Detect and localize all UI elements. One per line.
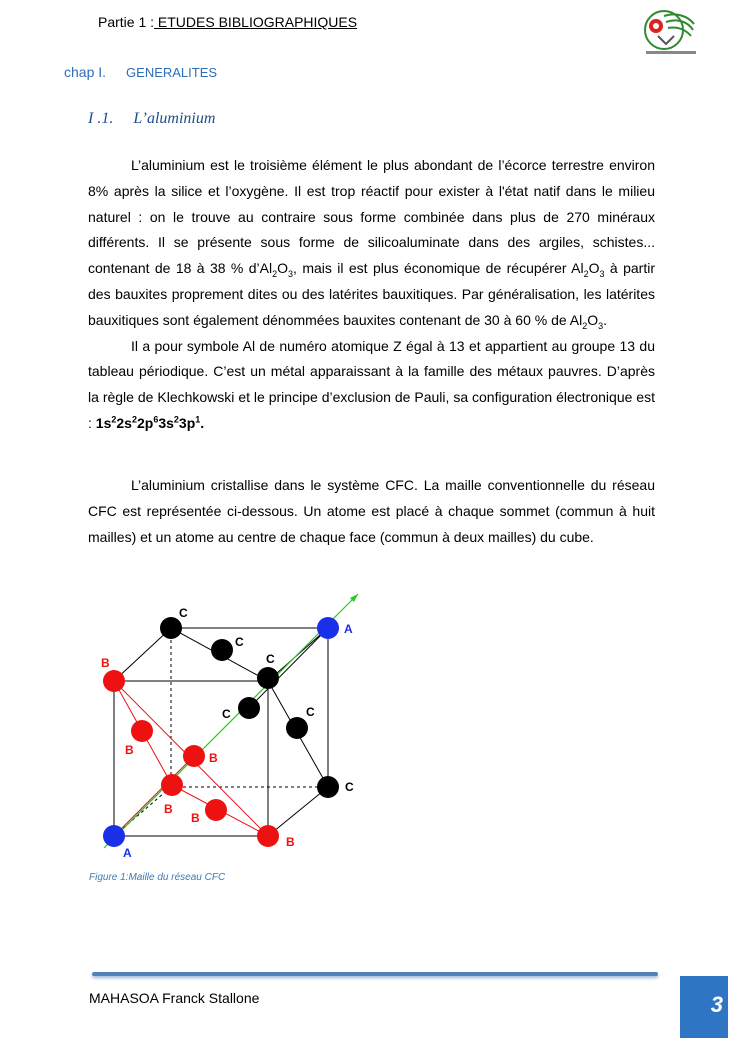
chapter-title: GENERALITES [126, 65, 218, 80]
label-b: B [101, 656, 110, 670]
label-c: C [266, 652, 275, 666]
chapter-heading [64, 64, 217, 80]
section-title: L’aluminium [133, 110, 216, 127]
atom-b [161, 774, 183, 796]
label-b: B [209, 751, 218, 765]
paragraph-2: Il a pour symbole Al de numéro atomique Z égal à 13 et appartient au groupe 13 du tableau périodique. C’est un métal apparaissant à la famille des métaux pauvres. D’après la règle de Klechkowski et le principe d’exclusion de Pauli, sa configuration électronique est : $1s^22s^22p^63s^23p^1$. [88, 337, 655, 431]
university-logo [636, 6, 702, 58]
label-b: B [125, 743, 134, 757]
cfc-lattice-figure [88, 590, 388, 865]
atom-a [317, 617, 339, 639]
label-b: B [286, 835, 295, 849]
atom-c [317, 776, 339, 798]
atom-c [238, 697, 260, 719]
page-number-box [680, 976, 728, 1038]
label-c: C [222, 707, 231, 721]
atom-b [257, 825, 279, 847]
body-paragraphs [88, 153, 655, 437]
part-prefix: Partie 1 : [98, 14, 155, 30]
label-a: A [344, 622, 353, 636]
atom-a [103, 825, 125, 847]
atom-c [257, 667, 279, 689]
atom-b [103, 670, 125, 692]
paragraph-3-container [88, 473, 655, 550]
atom-c [286, 717, 308, 739]
running-header [98, 14, 357, 30]
label-c: C [235, 635, 244, 649]
atom-b [205, 799, 227, 821]
atom-b [183, 745, 205, 767]
footer-divider [92, 972, 658, 976]
paragraph-3: L’aluminium cristallise dans le système CFC. La maille conventionnelle du réseau CFC est représentée ci-dessous. Un atome est placé à chaque sommet (commun à huit mailles) et un atome au centre de chaque face (commun à deux mailles) du cube. [88, 477, 655, 545]
label-c: C [179, 606, 188, 620]
label-b: B [164, 802, 173, 816]
atom-c [160, 617, 182, 639]
figure-caption: Figure 1:Maille du réseau CFC [89, 872, 226, 883]
atom-c [211, 639, 233, 661]
part-title: ETUDES BIBLIOGRAPHIQUES [154, 14, 358, 30]
footer-author: MAHASOA Franck Stallone [89, 990, 260, 1006]
paragraph-1: L’aluminium est le troisième élément le plus abondant de l’écorce terrestre environ 8% après la silice et l’oxygène. Il est trop réactif pour exister à l'état natif dans le milieu naturel : on le trouve au contraire sous forme combinée dans plus de 270 minéraux différents. Il se présente sous forme de silicoaluminate dans des argiles, schistes... contenant de 18 à 38 % $d’Al_2O_3$, mais il est plus économique de récupérer $Al_2O_3$ à partir des bauxites proprement dites ou des latérites bauxitiques. Par généralisation, les latérites bauxitiques sont également dénommées bauxites contenant de 30 à 60 % de $Al_2O_3$. [88, 157, 656, 331]
section-number: I .1. [88, 110, 114, 127]
label-c: C [306, 705, 315, 719]
electron-configuration: $1s^22s^22p^63s^23p^1$. [95, 414, 205, 431]
atom-b [131, 720, 153, 742]
chapter-number: chap I. [64, 64, 107, 80]
label-b: B [191, 811, 200, 825]
section-heading [88, 110, 215, 128]
label-a: A [123, 846, 132, 860]
label-c: C [345, 780, 354, 794]
page-number: 3 [710, 992, 723, 1017]
